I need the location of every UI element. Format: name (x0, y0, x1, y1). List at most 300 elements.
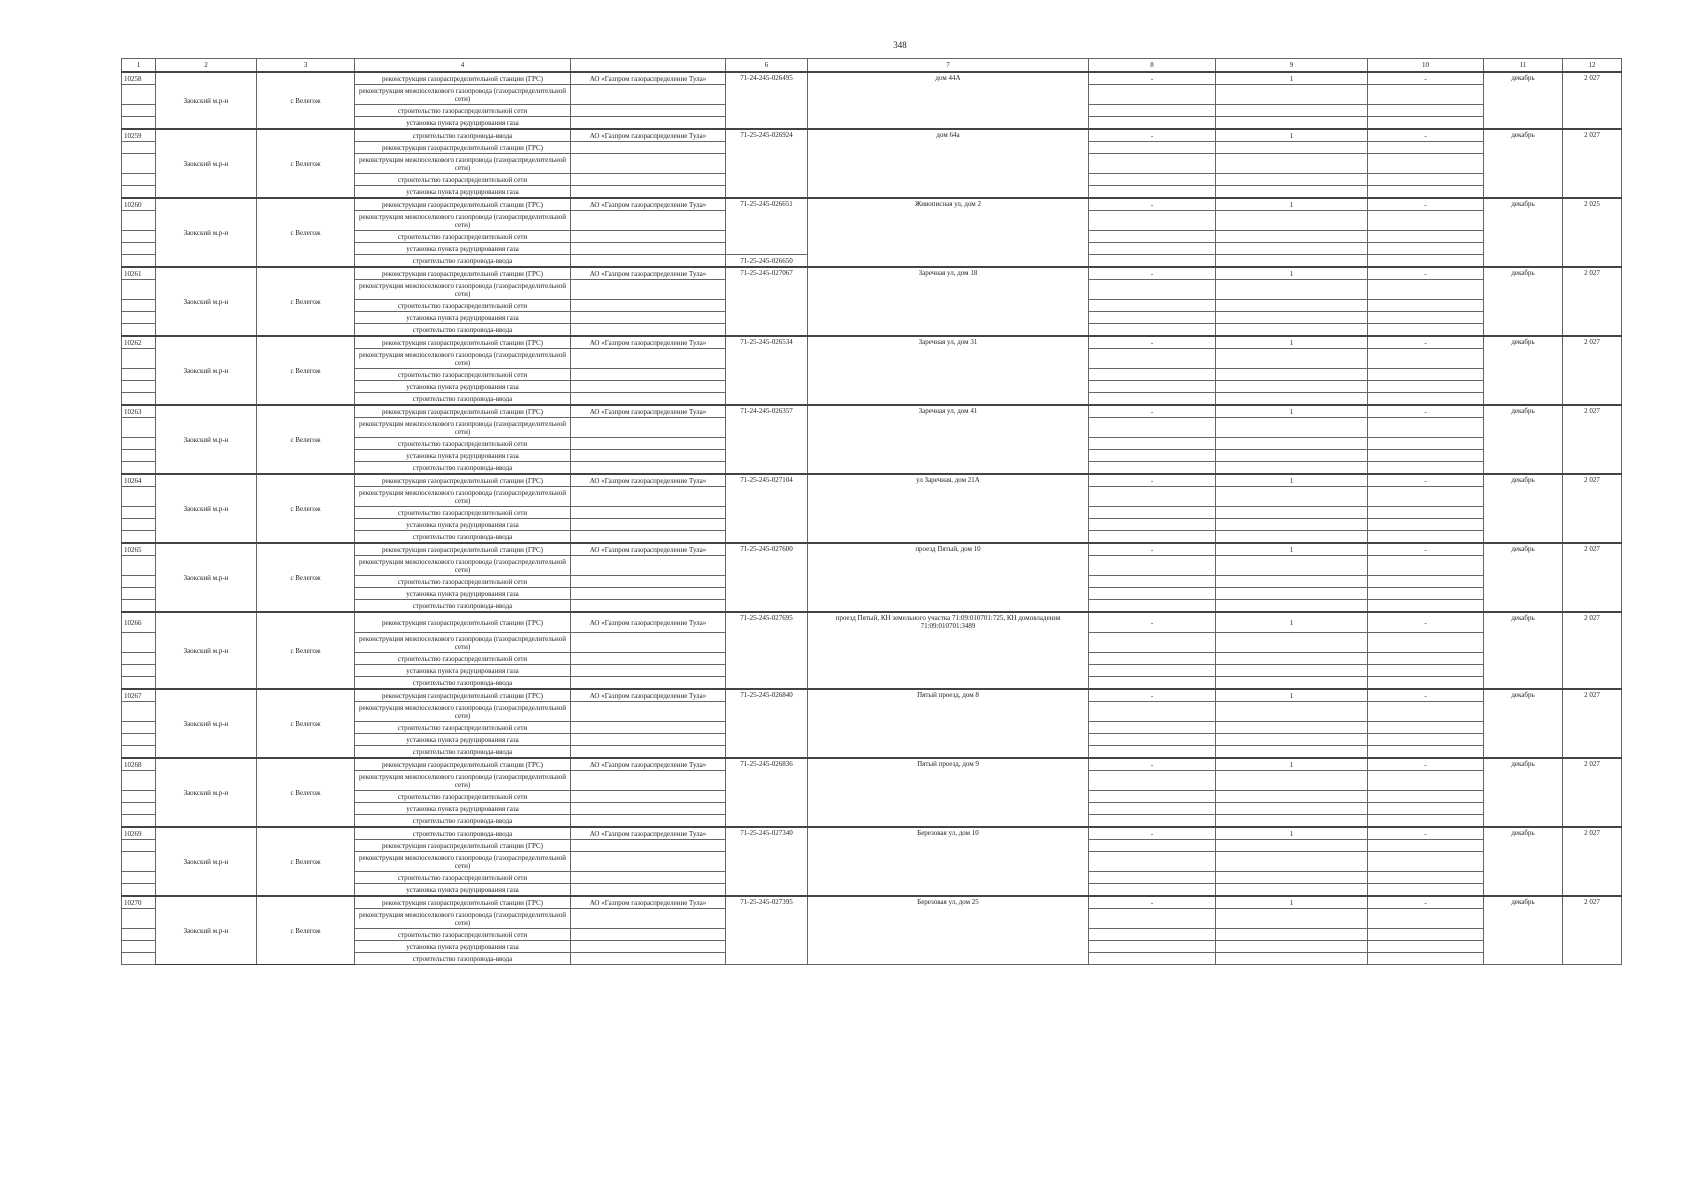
address-cell: дом 44А (808, 72, 1089, 129)
settlement-cell: с Велегож (257, 896, 355, 965)
organization (571, 791, 726, 803)
work-type: установка пункта редуцирования газа (355, 243, 571, 255)
organization (571, 633, 726, 653)
work-type: установка пункта редуцирования газа (355, 803, 571, 815)
col8-cell (1089, 255, 1216, 268)
entry-number: 10266 (122, 612, 156, 633)
cadastral-code: 71-25-245-026836 (726, 758, 808, 827)
col10-cell: - (1368, 198, 1484, 211)
work-type: строительство газопровода-ввода (355, 815, 571, 828)
work-type: установка пункта редуцирования газа (355, 312, 571, 324)
month-cell: декабрь (1484, 474, 1563, 543)
entry-number: 10264 (122, 474, 156, 487)
work-type: строительство газораспределительной сети (355, 507, 571, 519)
col9-cell (1216, 852, 1368, 872)
entry-number (122, 369, 156, 381)
col10-cell (1368, 677, 1484, 690)
address-cell: Березовая ул, дом 25 (808, 896, 1089, 965)
table-row (122, 612, 1622, 633)
work-type: строительство газораспределительной сети (355, 722, 571, 734)
month-cell: декабрь (1484, 896, 1563, 965)
col8-cell (1089, 815, 1216, 828)
work-type: установка пункта редуцирования газа (355, 117, 571, 130)
col8-cell (1089, 507, 1216, 519)
col10-cell (1368, 324, 1484, 337)
entry-number (122, 588, 156, 600)
col8-cell (1089, 771, 1216, 791)
registry-body (122, 59, 1622, 965)
col10-cell (1368, 105, 1484, 117)
entry-number (122, 633, 156, 653)
col10-cell (1368, 243, 1484, 255)
work-type: строительство газопровода-ввода (355, 324, 571, 337)
col8-cell: - (1089, 827, 1216, 840)
month-cell: декабрь (1484, 758, 1563, 827)
work-type: строительство газораспределительной сети (355, 791, 571, 803)
table-row (122, 689, 1622, 702)
organization (571, 576, 726, 588)
organization: АО «Газпром газораспределение Тула» (571, 336, 726, 349)
entry-number (122, 653, 156, 665)
col10-cell (1368, 507, 1484, 519)
col8-cell (1089, 186, 1216, 199)
organization: АО «Газпром газораспределение Тула» (571, 267, 726, 280)
col9-cell (1216, 519, 1368, 531)
entry-number (122, 556, 156, 576)
col10-cell: - (1368, 129, 1484, 142)
month-cell: декабрь (1484, 827, 1563, 896)
month-cell: декабрь (1484, 543, 1563, 612)
col9-cell (1216, 929, 1368, 941)
address-cell: проезд Пятый, дом 10 (808, 543, 1089, 612)
col8-cell (1089, 633, 1216, 653)
col9-cell (1216, 324, 1368, 337)
entry-number (122, 381, 156, 393)
organization (571, 105, 726, 117)
entry-number (122, 531, 156, 544)
work-type: строительство газопровода-ввода (355, 746, 571, 759)
cadastral-code: 71-25-245-027600 (726, 543, 808, 612)
entry-number: 10265 (122, 543, 156, 556)
work-type: строительство газораспределительной сети (355, 438, 571, 450)
year-cell: 2 027 (1563, 336, 1622, 405)
col9-cell (1216, 576, 1368, 588)
entry-number (122, 211, 156, 231)
col9-cell: 1 (1216, 689, 1368, 702)
work-type: реконструкция газораспределительной станции (ГРС) (355, 543, 571, 556)
year-cell: 2 027 (1563, 474, 1622, 543)
col10-cell: - (1368, 543, 1484, 556)
column-header: 6 (726, 59, 808, 73)
district-cell: Заокский м.р-н (156, 405, 257, 474)
col8-cell (1089, 734, 1216, 746)
work-type: строительство газопровода-ввода (355, 129, 571, 142)
year-cell: 2 027 (1563, 827, 1622, 896)
address-cell: Живописная ул, дом 2 (808, 198, 1089, 267)
organization (571, 884, 726, 897)
col10-cell (1368, 85, 1484, 105)
organization (571, 677, 726, 690)
entry-number (122, 393, 156, 406)
col8-cell (1089, 677, 1216, 690)
entry-number (122, 909, 156, 929)
col9-cell (1216, 677, 1368, 690)
work-type: реконструкция газораспределительной станции (ГРС) (355, 267, 571, 280)
col8-cell (1089, 438, 1216, 450)
col10-cell (1368, 462, 1484, 475)
work-type: установка пункта редуцирования газа (355, 665, 571, 677)
col9-cell (1216, 487, 1368, 507)
column-header: 1 (122, 59, 156, 73)
col9-cell (1216, 633, 1368, 653)
organization (571, 722, 726, 734)
col8-cell: - (1089, 129, 1216, 142)
organization (571, 665, 726, 677)
col10-cell (1368, 840, 1484, 852)
col8-cell (1089, 462, 1216, 475)
district-cell: Заокский м.р-н (156, 543, 257, 612)
col8-cell: - (1089, 612, 1216, 633)
table-row (122, 896, 1622, 909)
col9-cell (1216, 393, 1368, 406)
col10-cell (1368, 702, 1484, 722)
col10-cell (1368, 803, 1484, 815)
work-type: реконструкция газораспределительной станции (ГРС) (355, 896, 571, 909)
settlement-cell: с Велегож (257, 129, 355, 198)
col8-cell: - (1089, 543, 1216, 556)
entry-number (122, 418, 156, 438)
year-cell: 2 027 (1563, 896, 1622, 965)
page-number: 348 (893, 40, 907, 50)
col10-cell (1368, 255, 1484, 268)
col10-cell (1368, 174, 1484, 186)
entry-number (122, 105, 156, 117)
col10-cell (1368, 438, 1484, 450)
cadastral-code: 71-25-245-027395 (726, 896, 808, 965)
col8-cell (1089, 142, 1216, 154)
organization: АО «Газпром газораспределение Тула» (571, 72, 726, 85)
entry-number: 10258 (122, 72, 156, 85)
organization: АО «Газпром газораспределение Тула» (571, 689, 726, 702)
col10-cell (1368, 600, 1484, 613)
settlement-cell: с Велегож (257, 198, 355, 267)
col8-cell (1089, 746, 1216, 759)
settlement-cell: с Велегож (257, 543, 355, 612)
col10-cell (1368, 791, 1484, 803)
col8-cell: - (1089, 758, 1216, 771)
col9-cell (1216, 909, 1368, 929)
organization (571, 852, 726, 872)
work-type: строительство газопровода-ввода (355, 953, 571, 965)
year-cell: 2 027 (1563, 758, 1622, 827)
col9-cell (1216, 85, 1368, 105)
organization: АО «Газпром газораспределение Тула» (571, 129, 726, 142)
work-type: строительство газораспределительной сети (355, 300, 571, 312)
work-type: установка пункта редуцирования газа (355, 450, 571, 462)
col9-cell (1216, 349, 1368, 369)
organization (571, 142, 726, 154)
col10-cell (1368, 941, 1484, 953)
col9-cell (1216, 418, 1368, 438)
district-cell: Заокский м.р-н (156, 689, 257, 758)
work-type: реконструкция межпоселкового газопровода (газораспределительной сети) (355, 418, 571, 438)
col8-cell (1089, 840, 1216, 852)
entry-number (122, 840, 156, 852)
entry-number (122, 665, 156, 677)
col9-cell (1216, 255, 1368, 268)
work-type: установка пункта редуцирования газа (355, 186, 571, 199)
col9-cell (1216, 771, 1368, 791)
col10-cell (1368, 349, 1484, 369)
col9-cell (1216, 438, 1368, 450)
organization: АО «Газпром газораспределение Тула» (571, 612, 726, 633)
district-cell: Заокский м.р-н (156, 72, 257, 129)
col8-cell (1089, 653, 1216, 665)
work-type: строительство газораспределительной сети (355, 653, 571, 665)
col8-cell (1089, 852, 1216, 872)
col8-cell (1089, 702, 1216, 722)
col10-cell (1368, 231, 1484, 243)
col10-cell (1368, 909, 1484, 929)
col8-cell (1089, 280, 1216, 300)
col9-cell: 1 (1216, 896, 1368, 909)
col8-cell (1089, 211, 1216, 231)
column-header: 9 (1216, 59, 1368, 73)
work-type: реконструкция межпоселкового газопровода (газораспределительной сети) (355, 909, 571, 929)
work-type: строительство газораспределительной сети (355, 174, 571, 186)
organization (571, 231, 726, 243)
col8-cell (1089, 85, 1216, 105)
work-type: реконструкция межпоселкового газопровода (газораспределительной сети) (355, 85, 571, 105)
entry-number (122, 815, 156, 828)
entry-number: 10259 (122, 129, 156, 142)
district-cell: Заокский м.р-н (156, 474, 257, 543)
col10-cell (1368, 852, 1484, 872)
entry-number (122, 576, 156, 588)
work-type: строительство газопровода-ввода (355, 531, 571, 544)
work-type: реконструкция газораспределительной станции (ГРС) (355, 72, 571, 85)
col10-cell: - (1368, 827, 1484, 840)
col8-cell (1089, 791, 1216, 803)
entry-number (122, 255, 156, 268)
column-header: 12 (1563, 59, 1622, 73)
address-cell: Пятый проезд, дом 9 (808, 758, 1089, 827)
year-cell: 2 027 (1563, 543, 1622, 612)
col8-cell (1089, 941, 1216, 953)
entry-number (122, 243, 156, 255)
work-type: строительство газопровода-ввода (355, 393, 571, 406)
entry-number (122, 231, 156, 243)
col9-cell: 1 (1216, 72, 1368, 85)
col9-cell (1216, 105, 1368, 117)
district-cell: Заокский м.р-н (156, 896, 257, 965)
col9-cell (1216, 803, 1368, 815)
address-cell: Пятый проезд, дом 8 (808, 689, 1089, 758)
col9-cell (1216, 117, 1368, 130)
entry-number (122, 85, 156, 105)
organization (571, 393, 726, 406)
organization (571, 653, 726, 665)
col8-cell (1089, 324, 1216, 337)
settlement-cell: с Велегож (257, 827, 355, 896)
col10-cell: - (1368, 896, 1484, 909)
col8-cell (1089, 105, 1216, 117)
cadastral-code: 71-25-245-026534 (726, 336, 808, 405)
column-header: 10 (1368, 59, 1484, 73)
organization (571, 815, 726, 828)
col8-cell (1089, 909, 1216, 929)
col9-cell: 1 (1216, 474, 1368, 487)
col10-cell: - (1368, 689, 1484, 702)
col10-cell (1368, 312, 1484, 324)
organization (571, 519, 726, 531)
col9-cell (1216, 884, 1368, 897)
cadastral-code: 71-25-245-027104 (726, 474, 808, 543)
entry-number (122, 519, 156, 531)
cadastral-code: 71-25-245-026651 (726, 198, 808, 255)
col10-cell (1368, 884, 1484, 897)
organization (571, 487, 726, 507)
col10-cell (1368, 142, 1484, 154)
col10-cell (1368, 815, 1484, 828)
settlement-cell: с Велегож (257, 689, 355, 758)
organization (571, 349, 726, 369)
work-type: реконструкция межпоселкового газопровода (газораспределительной сети) (355, 487, 571, 507)
col10-cell (1368, 154, 1484, 174)
col8-cell (1089, 312, 1216, 324)
address-cell: проезд Пятый, КН земельного участка 71:09:010701:725, КН домовладения 71:09:010701:3489 (808, 612, 1089, 689)
col10-cell: - (1368, 336, 1484, 349)
work-type: строительство газопровода-ввода (355, 827, 571, 840)
entry-number (122, 117, 156, 130)
col8-cell (1089, 487, 1216, 507)
col9-cell: 1 (1216, 267, 1368, 280)
col9-cell (1216, 381, 1368, 393)
entry-number (122, 702, 156, 722)
address-cell: Заречная ул, дом 18 (808, 267, 1089, 336)
organization (571, 734, 726, 746)
col10-cell (1368, 186, 1484, 199)
month-cell: декабрь (1484, 612, 1563, 689)
month-cell: декабрь (1484, 336, 1563, 405)
work-type: установка пункта редуцирования газа (355, 941, 571, 953)
work-type: строительство газораспределительной сети (355, 576, 571, 588)
settlement-cell: с Велегож (257, 405, 355, 474)
col10-cell: - (1368, 612, 1484, 633)
organization (571, 280, 726, 300)
organization (571, 771, 726, 791)
col10-cell (1368, 633, 1484, 653)
organization (571, 507, 726, 519)
organization (571, 117, 726, 130)
col9-cell (1216, 556, 1368, 576)
col10-cell (1368, 450, 1484, 462)
col9-cell (1216, 600, 1368, 613)
organization (571, 929, 726, 941)
col8-cell: - (1089, 267, 1216, 280)
col9-cell (1216, 840, 1368, 852)
entry-number (122, 677, 156, 690)
col10-cell (1368, 734, 1484, 746)
entry-number (122, 941, 156, 953)
work-type: строительство газопровода-ввода (355, 600, 571, 613)
organization (571, 953, 726, 965)
col9-cell (1216, 154, 1368, 174)
entry-number (122, 734, 156, 746)
organization (571, 381, 726, 393)
work-type: строительство газораспределительной сети (355, 929, 571, 941)
col9-cell (1216, 243, 1368, 255)
col8-cell (1089, 929, 1216, 941)
year-cell: 2 027 (1563, 405, 1622, 474)
district-cell: Заокский м.р-н (156, 758, 257, 827)
col9-cell (1216, 953, 1368, 965)
entry-number: 10260 (122, 198, 156, 211)
table-row (122, 474, 1622, 487)
organization: АО «Газпром газораспределение Тула» (571, 758, 726, 771)
cadastral-code: 71-25-245-027695 (726, 612, 808, 689)
column-header: 3 (257, 59, 355, 73)
table-row (122, 405, 1622, 418)
col10-cell (1368, 556, 1484, 576)
organization (571, 746, 726, 759)
work-type: реконструкция межпоселкового газопровода (газораспределительной сети) (355, 852, 571, 872)
col8-cell (1089, 369, 1216, 381)
col8-cell (1089, 531, 1216, 544)
col8-cell (1089, 393, 1216, 406)
col8-cell (1089, 665, 1216, 677)
col9-cell (1216, 369, 1368, 381)
cadastral-code: 71-25-245-026840 (726, 689, 808, 758)
col8-cell (1089, 418, 1216, 438)
col9-cell (1216, 174, 1368, 186)
entry-number (122, 487, 156, 507)
cadastral-code: 71-24-245-026495 (726, 72, 808, 129)
address-cell: Заречная ул, дом 31 (808, 336, 1089, 405)
organization (571, 369, 726, 381)
table-row (122, 543, 1622, 556)
organization (571, 154, 726, 174)
col8-cell (1089, 519, 1216, 531)
col9-cell: 1 (1216, 405, 1368, 418)
cadastral-code: 71-25-245-027067 (726, 267, 808, 336)
month-cell: декабрь (1484, 198, 1563, 267)
district-cell: Заокский м.р-н (156, 612, 257, 689)
entry-number (122, 349, 156, 369)
year-cell: 2 027 (1563, 129, 1622, 198)
col8-cell (1089, 803, 1216, 815)
district-cell: Заокский м.р-н (156, 129, 257, 198)
organization (571, 462, 726, 475)
col9-cell (1216, 280, 1368, 300)
work-type: реконструкция межпоселкового газопровода (газораспределительной сети) (355, 154, 571, 174)
col9-cell: 1 (1216, 827, 1368, 840)
district-cell: Заокский м.р-н (156, 336, 257, 405)
col9-cell (1216, 462, 1368, 475)
month-cell: декабрь (1484, 689, 1563, 758)
col8-cell (1089, 722, 1216, 734)
col10-cell (1368, 519, 1484, 531)
col9-cell (1216, 722, 1368, 734)
settlement-cell: с Велегож (257, 72, 355, 129)
work-type: реконструкция газораспределительной станции (ГРС) (355, 142, 571, 154)
organization (571, 909, 726, 929)
organization (571, 312, 726, 324)
organization (571, 255, 726, 268)
entry-number (122, 953, 156, 965)
col10-cell (1368, 746, 1484, 759)
entry-number (122, 852, 156, 872)
